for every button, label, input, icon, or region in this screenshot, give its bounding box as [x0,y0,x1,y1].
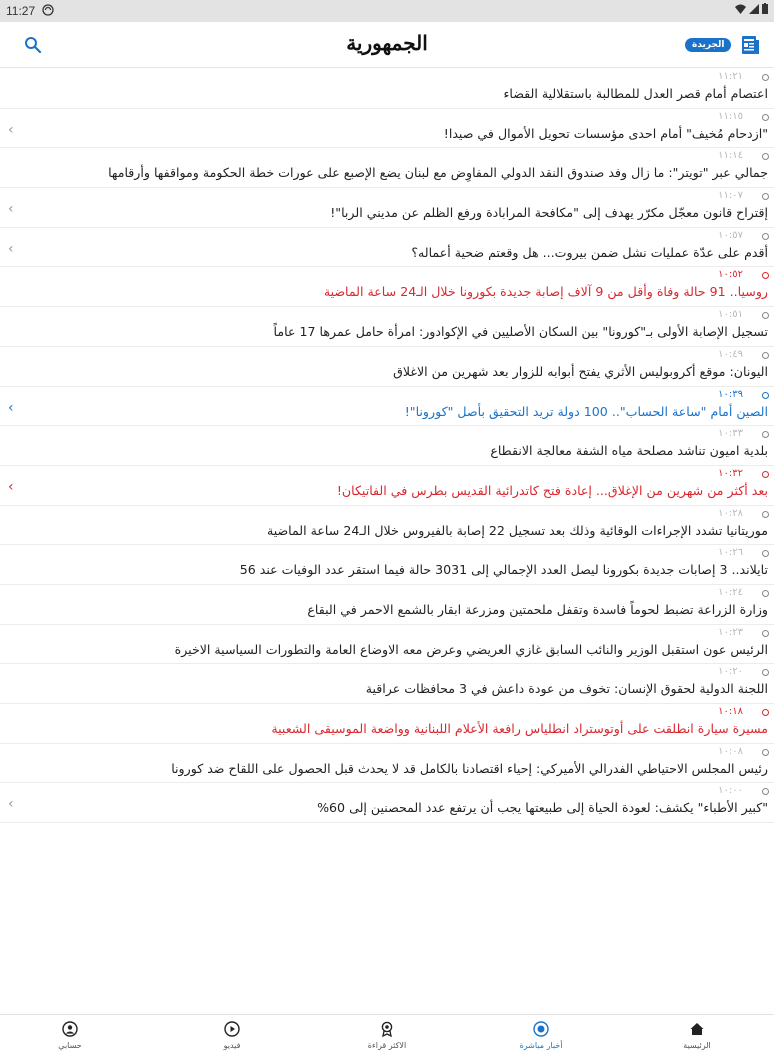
news-title[interactable]: "ازدحام مُخيف" أمام احدى مؤسسات تحويل الأموال في صيدا! [443,125,768,141]
news-item[interactable] [0,506,774,546]
news-time: ١٠:٢٣ [718,626,743,638]
news-title[interactable]: الرئيس عون استقبل الوزير والنائب السابق غازي العريضي وعرض معه الاوضاع العامة والتطورات السياسية الاخيرة [174,641,768,657]
news-title[interactable]: أقدم على عدّة عمليات نشل ضمن بيروت... هل وقعتم ضحية أعماله؟ [411,244,768,260]
sync-icon [42,4,54,19]
status-bar [0,0,774,22]
news-title[interactable]: اعتصام أمام قصر العدل للمطالبة باستقلالية القضاء [503,86,768,101]
news-title[interactable]: "كبير الأطباء" يكشف: لعودة الحياة إلى طبيعتها يجب أن يرتفع عدد المحصنين إلى 60% [317,800,768,816]
home-icon [657,1021,737,1037]
news-title[interactable]: بعد أكثر من شهرين من الإغلاق... إعادة فتح كاتدرائية القديس بطرس في الفاتيكان! [336,482,768,498]
news-title[interactable]: تسجيل الإصابة الأولى بـ"كورونا" بين السكان الأصليين في الإكوادور: امرأة حامل عمرها 17 عاماً [273,324,768,340]
nav-item-live[interactable] [501,1021,581,1050]
status-icons [735,3,768,14]
news-time: ١٠:٥٢ [718,269,743,281]
news-time: ١٠:٢٤ [718,586,743,598]
timeline-dot-icon [762,511,769,518]
timeline-dot-icon [762,788,769,795]
news-item[interactable] [0,387,774,427]
timeline-dot-icon [762,550,769,557]
nav-label: الرئيسية [683,1041,711,1050]
news-title[interactable]: اليونان: موقع أكروبوليس الأثري يفتح أبوابه للزوار بعد شهرين من الاغلاق [393,363,768,379]
news-time: ١٠:٣٣ [718,428,743,440]
news-item[interactable] [0,347,774,387]
app-header [0,22,774,68]
timeline-dot-icon [762,114,769,121]
timeline-dot-icon [762,74,769,81]
live-news-feed[interactable] [0,69,774,1014]
news-item[interactable] [0,109,774,149]
news-time: ١٠:٠٨ [718,745,743,757]
nav-label: أخبار مباشرة [519,1041,563,1050]
timeline-dot-icon [762,352,769,359]
news-time: ١١:٢١ [718,71,743,82]
news-item[interactable] [0,69,774,109]
chevron-left-icon[interactable]: ‹ [8,478,14,495]
timeline-dot-icon [762,709,769,716]
news-item[interactable] [0,783,774,823]
news-time: ١٠:١٨ [718,706,743,717]
news-time: ١٠:٥٧ [718,229,743,241]
timeline-dot-icon [762,272,769,279]
timeline-dot-icon [762,431,769,438]
nav-label: الاكثر قراءة [367,1041,407,1050]
news-time: ١٠:٢٨ [718,507,743,519]
news-time: ١٠:٠٠ [718,785,743,797]
nav-item-play[interactable] [192,1021,272,1050]
news-item[interactable] [0,228,774,268]
chevron-left-icon[interactable]: ‹ [8,121,14,138]
news-time: ١٠:٣٢ [718,467,743,479]
news-time: ١٠:٤٩ [718,348,743,360]
nav-label: فيديو [223,1041,241,1050]
news-time: ١٠:٢٠ [718,666,743,678]
chevron-left-icon[interactable]: ‹ [8,240,14,257]
nav-item-award[interactable] [347,1021,427,1050]
timeline-dot-icon [762,590,769,597]
timeline-dot-icon [762,153,769,160]
app-logo: الجمهورية [346,31,428,55]
battery-icon [762,3,768,14]
news-title[interactable]: وزارة الزراعة تضبط لحوماً فاسدة وتقفل ملحمتين ومزرعة ابقار بالشمع الاحمر في البقاع [307,601,768,617]
news-title[interactable]: مسيرة سيارة انطلقت على أوتوستراد انطلياس رافعة الأعلام اللبنانية وواضعة الموسيقى الشعبية [271,721,768,736]
news-title[interactable]: جمالي عبر "تويتر": ما زال وفد صندوق النقد الدولي المفاوِض مع لبنان يضع الإصبع على عورات خطة الحكومة ومواقفها وأرقامها [108,165,768,181]
news-time: ١٠:٥١ [718,309,743,321]
news-title[interactable]: بلدية اميون تناشد مصلحة مياه الشفة معالجة الانقطاع [490,443,768,459]
timeline-dot-icon [762,392,769,399]
news-title[interactable]: الصين أمام "ساعة الحساب".. 100 دولة تريد التحقيق بأصل "كورونا"! [404,403,768,419]
wifi-icon [735,4,746,14]
nav-item-account[interactable] [30,1021,110,1050]
news-time: ١١:١٤ [718,150,743,162]
news-title[interactable]: تايلاند.. 3 إصابات جديدة بكورونا ليصل العدد الإجمالي إلى 3031 حالة فيما استقر عدد الوفيات عند 56 [239,562,768,578]
live-icon [501,1021,581,1037]
news-title[interactable]: روسيا.. 91 حالة وفاة وأقل من 9 آلاف إصابة جديدة بكورونا خلال الـ24 ساعة الماضية [323,284,768,300]
account-icon [30,1021,110,1037]
news-time: ١١:١٥ [718,110,743,122]
status-time: 11:27 [6,4,36,18]
news-title[interactable]: موريتانيا تشدد الإجراءات الوقائية وذلك بعد تسجيل 22 إصابة بالفيروس خلال الـ24 ساعة الماضية [266,522,768,538]
news-item[interactable] [0,188,774,228]
timeline-dot-icon [762,312,769,319]
nav-label: حسابي [58,1041,82,1050]
news-item[interactable] [0,744,774,784]
news-item[interactable] [0,466,774,506]
news-item[interactable] [0,585,774,625]
chevron-left-icon[interactable]: ‹ [8,399,14,416]
chevron-left-icon[interactable]: ‹ [8,796,14,813]
nav-item-home[interactable] [657,1021,737,1050]
signal-icon [749,4,759,14]
award-icon [347,1021,427,1037]
news-item[interactable] [0,664,774,704]
news-title[interactable]: اللجنة الدولية لحقوق الإنسان: تخوف من عودة داعش في 3 محافظات عراقية [365,681,768,697]
bottom-navigation [0,1014,774,1058]
news-item[interactable] [0,625,774,665]
news-item[interactable] [0,307,774,347]
play-icon [192,1021,272,1037]
timeline-dot-icon [762,471,769,478]
news-item[interactable] [0,148,774,188]
timeline-dot-icon [762,193,769,200]
news-item[interactable] [0,704,774,744]
timeline-dot-icon [762,233,769,240]
news-item[interactable] [0,267,774,307]
news-item[interactable] [0,545,774,585]
news-title[interactable]: رئيس المجلس الاحتياطي الفدرالي الأميركي: إحياء اقتصادنا بالكامل قد لا يحدث قبل الحصول على اللقاح ضد كورونا [171,760,768,776]
chevron-left-icon[interactable]: ‹ [8,201,14,218]
news-time: ١١:٠٧ [718,190,743,202]
newspaper-button[interactable]: الجريدة [685,38,731,52]
timeline-dot-icon [762,749,769,756]
timeline-dot-icon [762,630,769,637]
news-time: ١٠:٣٩ [718,388,743,400]
news-title[interactable]: إقتراح قانون معجّل مكرّر يهدف إلى "مكافحة المرابادة ورفع الظلم عن مديني الربا"! [330,205,768,221]
newspaper-icon[interactable] [739,34,761,56]
news-item[interactable] [0,426,774,466]
timeline-dot-icon [762,669,769,676]
news-time: ١٠:٢٦ [718,547,743,559]
